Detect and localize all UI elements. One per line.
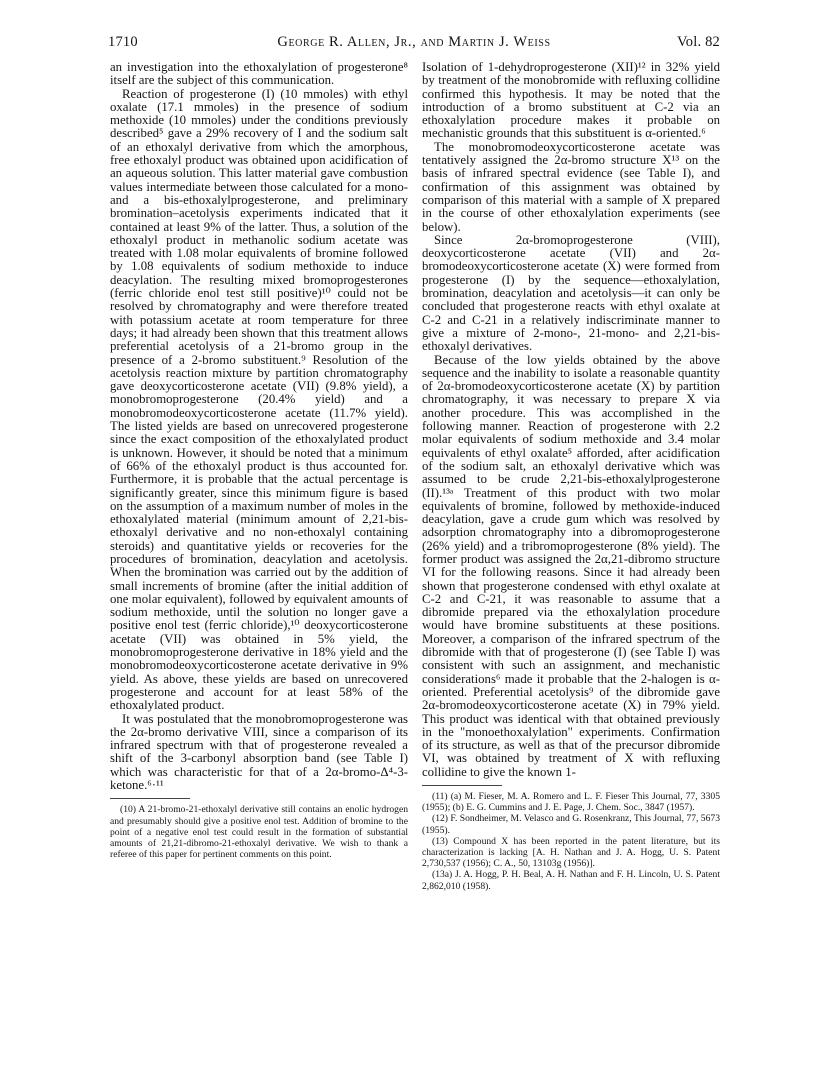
running-header [108,34,720,54]
footnotes [422,791,720,892]
paragraph: an investigation into the ethoxalylation of progesterone⁸ itself are the subject of this communication. [110,60,408,88]
paragraph: It was postulated that the monobromoprogesterone was the 2α-bromo derivative VIII, since a comparison of its infrared spectrum with that of progesterone revealed a shift of the 3-carbonyl absorption band (see Table I) which was characteristic for that of a 2α-bromo-Δ⁴-3-ketone.⁶·¹¹ [110,711,408,793]
paragraph: Reaction of progesterone (I) (10 mmoles) with ethyl oxalate (17.1 mmoles) in the presence of sodium methoxide (10 mmoles) under the conditions previously described⁵ gave a 29% recovery of I and the sodium salt of an ethoxalyl derivative from which the amorphous, free ethoxalyl product was obtained upon acidification of an aqueous solution. This latter material gave combustion values intermediate between those calculated for a mono- and a bis-ethoxalylprogesterone, and preliminary bromination–acetolysis experiments indicated that it contained at least 9% of the latter. Thus, a solution of the ethoxalyl product in methanolic sodium acetate was treated with 1.08 molar equivalents of bromine followed by 1.08 equivalents of sodium methoxide to induce deacylation. The resulting mixed bromoprogesterones (ferric chloride enol test still positive)¹⁰ could not be resolved by chromatography and were therefore treated with potassium acetate at room temperature for three days; it had already been shown that this treatment allows preferential acetolysis of a 21-bromo group in the presence of a 2-bromo substituent.⁹ Resolution of the acetolysis reaction mixture by partition chromatography gave deoxycorticosterone acetate (VII) (9.8% yield), a monobromoprogesterone (20.4% yield) and a monobromodeoxycorticosterone acetate (11.7% yield). The listed yields are based on unrecovered progesterone since the exact composition of the ethoxalylated product is unknown. However, it should be noted that a minimum of 66% of the ethoxalyl product is thus accounted for. Furthermore, it is probable that the actual percentage is significantly greater, since this minimum figure is based on the assumption of a maximum number of moles in the ethoxalylated material (minimum amount of 2,21-bis-ethoxalyl derivative and no non-ethoxalyl containing steroids) and quantitative yields or recoveries for the procedures of bromination, deacylation and acetolysis. When the bromination was carried out by the addition of small increments of bromine (after the initial addition of one molar equivalent), followed by equivalent amounts of sodium methoxide, until the solution no longer gave a positive enol test (ferric chloride),¹⁰ deoxycorticosterone acetate (VII) was obtained in 5% yield, the monobromoprogesterone derivative in 18% yield and the monobromodeoxycorticosterone acetate derivative in 9% yield. As above, these yields are based on unrecovered progesterone and account for at least 58% of the ethoxalylated product. [110,86,408,713]
footnote: (10) A 21-bromo-21-ethoxalyl derivative still contains an enolic hydrogen and presumably should give a positive enol test. Addition of bromine to the point of a negative enol test could result in the formation of substantial amounts of 21,21-dibromo-21-ethoxalyl derivative. We wish to thank a referee of this paper for pertinent comments on this point. [110,804,408,861]
paragraph: Isolation of 1-dehydroprogesterone (XII)¹² in 32% yield by treatment of the monobromide with refluxing collidine confirmed this hypothesis. It may be noted that the introduction of a bromo substituent at C-2 via an ethoxalylation procedure makes it probable on mechanistic grounds that this substituent is α-oriented.⁶ [422,60,720,141]
page-number: 1710 [108,34,138,50]
volume-label: Vol. 82 [676,34,720,50]
right-column [422,61,720,892]
paragraph: The monobromodeoxycorticosterone acetate was tentatively assigned the 2α-bromo structure X¹³ on the basis of infrared spectral evidence (see Table I), and confirmation of this assignment was obtained by comparison of this material with a sample of X prepared in the course of other ethoxalylation experiments (see below). [422,139,720,234]
footnote: (12) F. Sondheimer, M. Velasco and G. Rosenkranz, This Journal, 77, 5673 (1955). [422,813,720,836]
footnote: (11) (a) M. Fieser, M. A. Romero and L. F. Fieser This Journal, 77, 3305 (1955); (b) E. G. Cummins and J. E. Page, J. Chem. Soc., 3847 (1957). [422,791,720,814]
footnotes [110,804,408,860]
paragraph: Since 2α-bromoprogesterone (VIII), deoxycorticosterone acetate (VII) and 2α-bromodeoxycorticosterone acetate (X) were formed from progesterone (I) by the sequence—ethoxalylation, bromination, deacylation and acetolysis—it can only be concluded that progesterone reacts with ethyl oxalate at C-2 and C-21 in a relatively indiscriminate manner to give a mixture of 2-mono-, 21-mono- and 2,21-bis-ethoxalyl derivatives. [422,232,720,354]
footnote-rule [110,798,190,799]
footnote: (13) Compound X has been reported in the patent literature, but its characterization is lacking [A. H. Nathan and J. A. Hogg, U. S. Patent 2,730,537 (1956); C. A., 50, 13103g (1956)]. [422,835,720,870]
footnote-rule [422,785,502,786]
left-column [110,61,408,860]
running-authors: George R. Allen, Jr., and Martin J. Weiss [277,34,551,50]
footnote: (13a) J. A. Hogg, P. H. Beal, A. H. Nathan and F. H. Lincoln, U. S. Patent 2,862,010 (1958). [422,869,720,892]
paragraph: Because of the low yields obtained by the above sequence and the inability to isolate a reasonable quantity of 2α-bromodeoxycorticosterone acetate (X) by partition chromatography, it was necessary to prepare X via another procedure. This was accomplished in the following manner. Reaction of progesterone with 2.2 molar equivalents of sodium methoxide and 3.4 molar equivalents of ethyl oxalate⁵ afforded, after acidification of the sodium salt, an ethoxalyl derivative which was assumed to be crude 2,21-bis-ethoxalylprogesterone (II).¹³ᵃ Treatment of this product with two molar equivalents of bromine, followed by methoxide-induced deacylation, gave a crude gum which was resolved by adsorption chromatography into a dibromoprogesterone (26% yield) and a tribromoprogesterone (8% yield). The former product was assigned the 2α,21-dibromo structure VI for the following reasons. Since it had already been shown that progesterone condensed with ethyl oxalate at C-2 and C-21, it was reasonable to assume that a dibromide prepared via the ethoxalylation procedure would have bromine substituents at these positions. Moreover, a comparison of the infrared spectrum of the dibromide with that of progesterone (I) (see Table I) was consistent with such an assignment, and mechanistic considerations⁶ made it probable that the 2-halogen is α-oriented. Preferential acetolysis⁹ of the dibromide gave 2α-bromodeoxycorticosterone acetate (X) in 79% yield. This product was identical with that obtained previously in the "monoethoxalylation" experiments. Confirmation of its structure, as well as that of the precursor dibromide VI, was obtained by treatment of X with refluxing collidine to give the known 1- [422,352,720,779]
